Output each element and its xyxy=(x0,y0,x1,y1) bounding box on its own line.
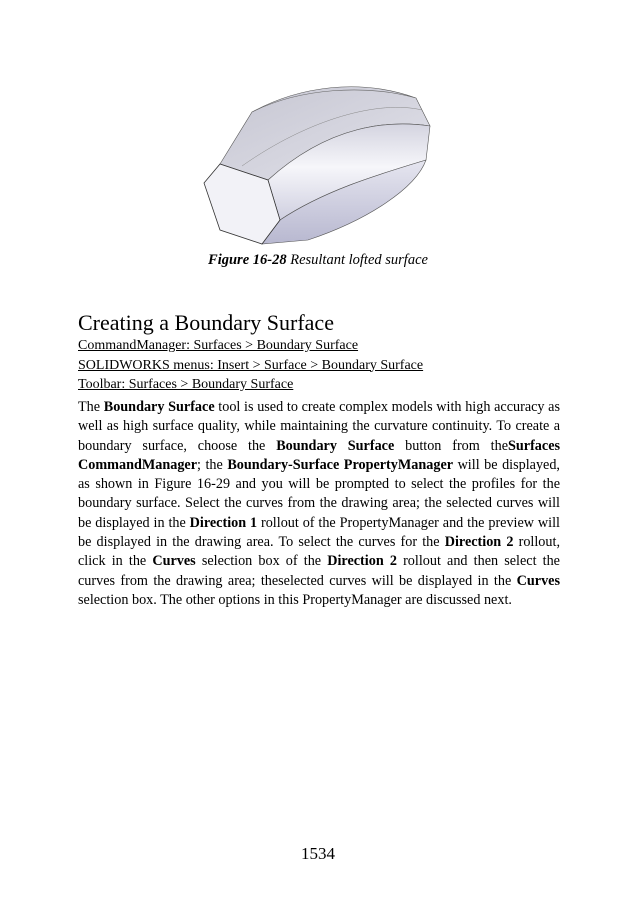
body-text-run: will be displayed, as shown in Figure 16-29 and you will be prompted to select the profiles for the boundary surface. Select the curves from the drawing area; the selected curves will be displayed in the xyxy=(78,456,560,531)
body-text-run: selection box. The other options in this PropertyManager are discussed next. xyxy=(78,591,512,608)
body-paragraph xyxy=(78,398,560,610)
body-text-run: ; the xyxy=(197,456,228,473)
bold-term: Boundary-Surface PropertyManager xyxy=(227,456,454,473)
bold-term: Boundary Surface xyxy=(103,399,215,415)
commandmanager-path: CommandManager: Surfaces > Boundary Surface xyxy=(78,338,359,353)
bold-term: Boundary Surface xyxy=(276,437,395,454)
bold-term: Direction 2 xyxy=(444,534,514,551)
bold-term: Surfaces CommandManager xyxy=(78,437,561,473)
figure-title: Resultant lofted surface xyxy=(290,252,428,268)
figure-number: Figure 16-28 xyxy=(208,252,287,268)
body-text-run: tool is used to create complex models with high accuracy as well as high surface quality, while maintaining the curvature continuity. To create a boundary surface, choose the xyxy=(78,399,560,454)
bold-term: Direction 2 xyxy=(327,553,397,570)
body-text-run: The xyxy=(78,399,104,415)
body-text-run: button from the xyxy=(394,437,508,454)
bold-term: Direction 1 xyxy=(189,514,258,531)
solidworks-menus-path: SOLIDWORKS menus: Insert > Surface > Boundary Surface xyxy=(78,357,424,373)
bold-term: Curves xyxy=(516,572,560,589)
lofted-surface-figure xyxy=(190,80,440,250)
bold-term: Curves xyxy=(152,553,196,570)
body-text-run: rollout and then select the curves from the drawing area; theselected curves will be displayed in the xyxy=(78,553,560,589)
page-number: 1534 xyxy=(301,844,335,863)
body-text-run: selection box of the xyxy=(195,553,328,570)
section-heading: Creating a Boundary Surface xyxy=(78,310,334,335)
access-paths xyxy=(78,336,423,395)
body-text-run: rollout, click in the xyxy=(78,534,560,570)
toolbar-path: Toolbar: Surfaces > Boundary Surface xyxy=(78,377,294,392)
body-text-run: rollout of the PropertyManager and the preview will be displayed in the drawing area. To select the curves for the xyxy=(78,514,560,551)
figure-caption xyxy=(0,252,636,269)
